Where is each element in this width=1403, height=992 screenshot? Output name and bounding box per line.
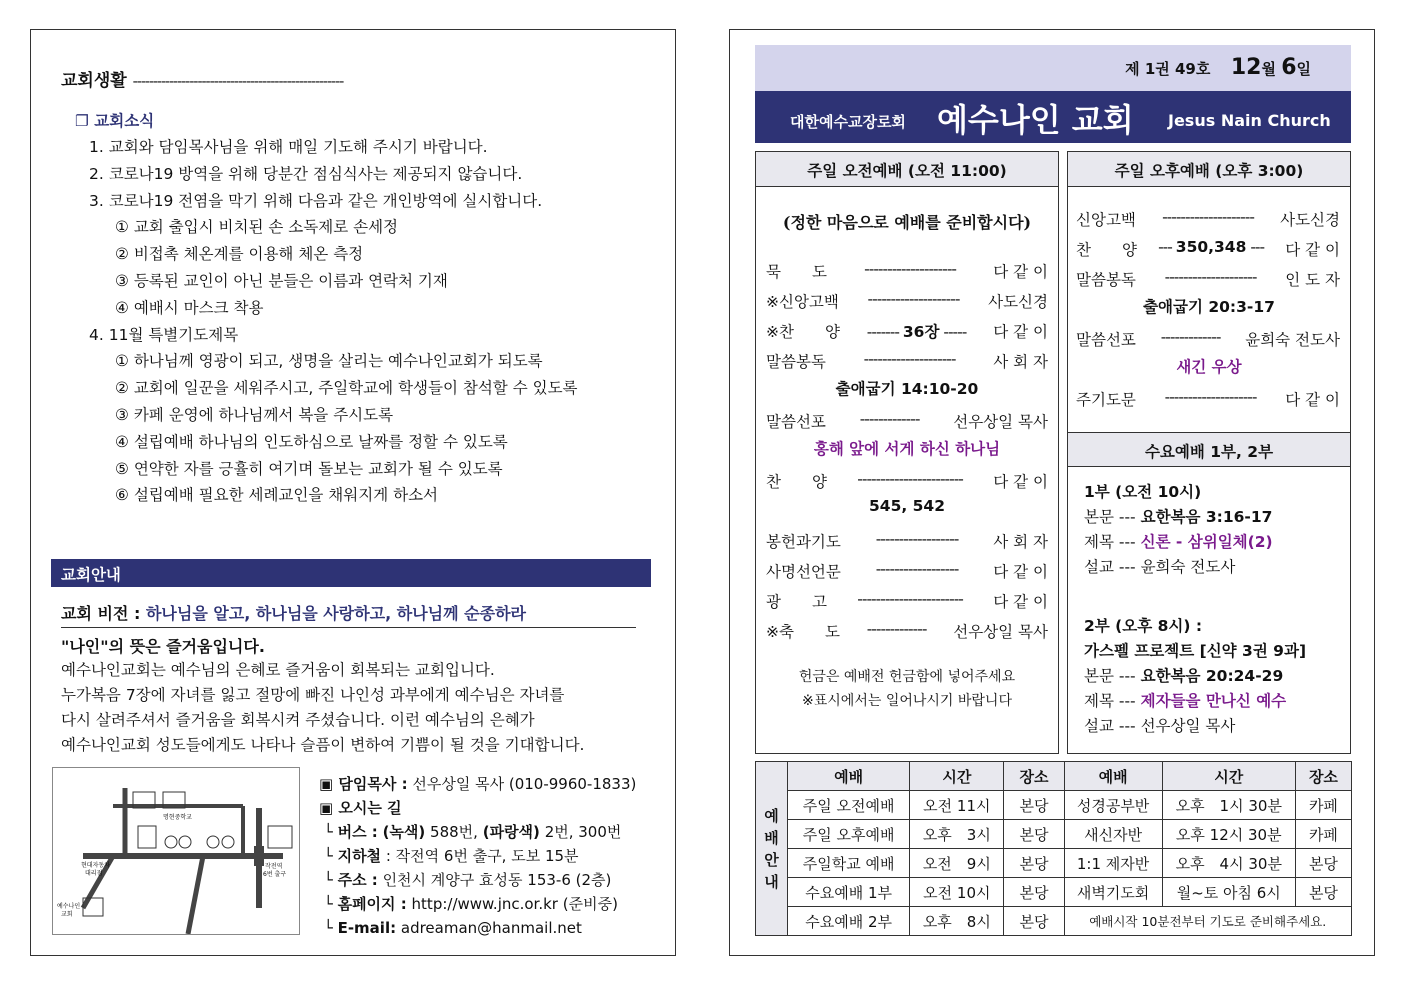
wed-part1-scripture: 요한복음 3:16-17 — [1140, 508, 1273, 526]
wed-part2-project: 가스펠 프로젝트 [신약 3권 9과] — [1084, 642, 1307, 660]
schedule-side-label: 예 배 안 내 — [756, 762, 788, 936]
order-label: 말씀봉독 — [1076, 271, 1136, 289]
issue-day: 6 — [1281, 55, 1297, 80]
church-banner — [755, 91, 1351, 143]
order-label: 주기도문 — [1076, 391, 1136, 409]
morning-intro: (정한 마음으로 예배를 준비합시다) — [782, 213, 1032, 232]
news-item: ④ 예배시 마스크 착용 — [115, 298, 264, 317]
order-leader: 다 같 이 — [993, 563, 1048, 581]
order-label: 묵 도 — [766, 263, 827, 281]
guide-paragraph — [61, 658, 584, 758]
right-page — [729, 29, 1375, 956]
wed-part2-title: 2부 (오후 8시) : — [1084, 617, 1203, 635]
order-leader: 선우상일 목사 — [953, 623, 1048, 641]
paragraph-line: 예수나인교회는 예수님의 은혜로 즐거움이 회복되는 교회입니다. — [61, 661, 495, 679]
wed-part2-preacher: 설교 --- 선우상일 목사 — [1084, 717, 1236, 735]
morning-hymns: 545, 542 — [869, 497, 945, 515]
order-leader: 사도신경 — [988, 293, 1048, 311]
wednesday-details: 1부 (오전 10시) 본문 --- 요한복음 3:16-17 제목 --- 신론 - 삼위일체(2) 설교 --- 윤희숙 전도사 2부 (오후 8시) : 가스펠 프로젝트 [신약 3권 9과] 본문 --- 요한복음 20:24-29 제목 --- 제자들을 만나신 예수 설교 --- 선우상일 목사 — [1084, 480, 1306, 739]
checkbox-icon: ❐ — [75, 112, 95, 130]
news-item: 3. 코로나19 전염을 막기 위해 다음과 같은 개인방역에 실시합니다. — [89, 191, 543, 210]
issue-volume: 제 1권 49호 — [1125, 60, 1211, 78]
map-church-label: 예수나인 — [57, 903, 81, 910]
news-item: ⑤ 연약한 자를 긍휼히 여기며 돌보는 교회가 될 수 있도록 — [115, 459, 503, 478]
square-icon: ▣ — [319, 799, 339, 817]
order-leader: 다 같 이 — [993, 593, 1048, 611]
afternoon-service — [1067, 151, 1351, 754]
church-english-name: Jesus Nain Church — [1168, 111, 1331, 130]
order-leader: 다 같 이 — [1285, 391, 1340, 409]
order-row: ※신앙고백 -------------------- 사도신경 — [766, 290, 1048, 311]
news-heading: ❐ 교회소식 — [75, 112, 155, 130]
order-label: ※찬 양 — [766, 323, 840, 341]
guide-bar: 교회안내 — [51, 559, 651, 587]
table-row: 주일학교 예배 오전 9시 본당 1:1 제자반 오후 4시 30분 본당 — [756, 849, 1352, 878]
schedule-table — [755, 761, 1352, 936]
order-label: ※신앙고백 — [766, 293, 839, 311]
church-name: 예수나인 교회 — [937, 101, 1134, 139]
hymn-number: 36장 — [902, 323, 940, 341]
news-item: ③ 카페 운영에 하나님께서 복을 주시도록 — [115, 406, 394, 424]
location-map — [52, 767, 300, 935]
table-row: 수요예배 2부 오후 8시 본당 예배시작 10분전부터 기도로 준비해주세요. — [756, 907, 1352, 936]
order-row: 주기도문 -------------------- 다 같 이 — [1076, 388, 1340, 409]
vision-line: 교회 비전 : 하나님을 알고, 하나님을 사랑하고, 하나님께 순종하라 — [61, 601, 636, 628]
order-label: 찬 양 — [766, 473, 827, 491]
hymn-number: 350,348 — [1175, 238, 1247, 256]
afternoon-title: 주일 오후예배 (오후 3:00) — [1068, 152, 1350, 187]
order-label: 봉헌과기도 — [766, 533, 841, 551]
issue-month: 12 — [1230, 55, 1262, 80]
map-school-label: 명현중학교 — [163, 814, 192, 821]
order-leader: 다 같 이 — [1285, 241, 1340, 259]
map-station-label: 작전역 — [265, 863, 283, 870]
issue-header: 제 1권 49호 12월 6일 — [755, 45, 1351, 91]
news-item: ① 하나님께 영광이 되고, 생명을 살리는 예수나인교회가 되도록 — [115, 352, 543, 371]
table-row: 주일 오후예배 오후 3시 본당 새신자반 오후 12시 30분 카페 — [756, 820, 1352, 849]
offering-note: 헌금은 예배전 헌금함에 넣어주세요 — [798, 669, 1016, 685]
order-label: 말씀선포 — [766, 413, 826, 431]
col-header: 시간 — [1162, 762, 1295, 791]
order-row: 말씀선포 ------------- 윤희숙 전도사 — [1076, 328, 1340, 349]
wednesday-title: 수요예배 1부, 2부 — [1068, 432, 1350, 467]
order-label: 신앙고백 — [1076, 211, 1136, 229]
news-item: ② 비접촉 체온계를 이용해 체온 측정 — [115, 245, 364, 264]
order-row: 신앙고백 -------------------- 사도신경 — [1076, 208, 1340, 229]
news-item: ② 교회에 일꾼을 세워주시고, 주일학교에 학생들이 참석할 수 있도록 — [115, 379, 578, 398]
table-row: 주일 오전예배 오전 11시 본당 성경공부반 오후 1시 30분 카페 — [756, 791, 1352, 820]
meaning-title: "나인"의 뜻은 즐거움입니다. — [61, 637, 265, 656]
news-item: 4. 11월 특별기도제목 — [89, 325, 239, 344]
map-church-label-2: 교회 — [61, 911, 73, 918]
order-leader: 다 같 이 — [993, 473, 1048, 491]
order-row: 말씀선포 ------------- 선우상일 목사 — [766, 410, 1048, 431]
order-leader: 사 회 자 — [993, 533, 1048, 551]
col-header: 시간 — [910, 762, 1004, 791]
order-leader: 사도신경 — [1280, 211, 1340, 229]
order-row: 말씀봉독 -------------------- 인 도 자 — [1076, 268, 1340, 289]
afternoon-sermon-title: 새긴 우상 — [1176, 358, 1242, 376]
schedule-note: 예배시작 10분전부터 기도로 준비해주세요. — [1064, 907, 1352, 936]
order-row: 묵 도 -------------------- 다 같 이 — [766, 260, 1048, 281]
email-link[interactable]: adreaman@hanmail.net — [400, 919, 582, 937]
order-label: 말씀선포 — [1076, 331, 1136, 349]
order-row: 광 고 ----------------------- 다 같 이 — [766, 590, 1048, 611]
map-illustration — [53, 768, 299, 934]
order-row: 찬 양 ----------------------- 다 같 이 — [766, 470, 1048, 491]
order-leader: 인 도 자 — [1285, 271, 1340, 289]
wed-part1-preacher: 설교 --- 윤희숙 전도사 — [1084, 558, 1236, 576]
morning-service — [755, 151, 1059, 754]
denomination: 대한예수교장로회 — [790, 113, 906, 131]
news-item: 1. 교회와 담임목사님을 위해 매일 기도해 주시기 바랍니다. — [89, 138, 488, 156]
paragraph-line: 누가복음 7장에 자녀를 잃고 절망에 빠진 나인성 과부에게 예수님은 자녀를 — [61, 686, 565, 704]
order-label: 말씀봉독 — [766, 353, 826, 371]
wed-part1-title: 1부 (오전 10시) — [1084, 483, 1202, 501]
homepage-link[interactable]: http://www.jnc.or.kr (준비중) — [411, 895, 618, 913]
order-leader: 선우상일 목사 — [953, 413, 1048, 431]
map-car-label: 현대자동차 — [81, 862, 110, 869]
order-row: 사명선언문 ------------------ 다 같 이 — [766, 560, 1048, 581]
paragraph-line: 다시 살려주셔서 즐거움을 회복시켜 주셨습니다. 이런 예수님의 은혜가 — [61, 711, 535, 729]
order-leader: 사 회 자 — [993, 353, 1048, 371]
news-item: 2. 코로나19 방역을 위해 당분간 점심식사는 제공되지 않습니다. — [89, 164, 523, 183]
order-row: ※축 도 ------------- 선우상일 목사 — [766, 620, 1048, 641]
contact-block: ▣ 담임목사 : 선우상일 목사 (010-9960-1833) ▣ 오시는 길 └ 버스 : (녹색) 588번, (파랑색) 2번, 300번 └ 지하철 : 작전역 6번 출구, 도보 15분 └ 주소 : 인천시 계양구 효성동 153-6 (2층) └ 홈페이지 : http://www.jnc.or.kr (준비중) └ E-mail: adreaman@hanmail.net — [319, 775, 637, 937]
col-header: 예배 — [788, 762, 910, 791]
order-label: 광 고 — [766, 593, 827, 611]
square-icon: ▣ — [319, 775, 339, 793]
order-label: 찬 양 — [1076, 241, 1137, 259]
section-title: 교회생활 ---------------------------------------------------- — [61, 71, 344, 91]
morning-sermon-title: 홍해 앞에 서게 하신 하나님 — [813, 440, 1001, 458]
order-leader: 윤희숙 전도사 — [1245, 331, 1340, 349]
order-label: ※축 도 — [766, 623, 840, 641]
order-row: 찬 양 --- 350,348 --- 다 같 이 — [1076, 238, 1340, 259]
morning-title: 주일 오전예배 (오전 11:00) — [756, 152, 1058, 187]
order-row: ※찬 양 ------- 36장 ----- 다 같 이 — [766, 320, 1048, 342]
col-header: 장소 — [1004, 762, 1064, 791]
col-header: 예배 — [1064, 762, 1162, 791]
wed-part2-topic: 제자들을 만나신 예수 — [1140, 692, 1287, 710]
paragraph-line: 예수나인교회 성도들에게도 나타나 슬픔이 변하여 기쁨이 될 것을 기대합니다. — [61, 736, 585, 754]
map-car-label-2: 대리점 — [85, 870, 103, 877]
news-item: ④ 설립예배 하나님의 인도하심으로 날짜를 정할 수 있도록 — [115, 432, 508, 451]
order-row: 말씀봉독 -------------------- 사 회 자 — [766, 350, 1048, 371]
order-leader: 다 같 이 — [993, 263, 1048, 281]
standing-note: ※표시에서는 일어나시기 바랍니다 — [802, 693, 1012, 709]
afternoon-scripture: 출애굽기 20:3-17 — [1143, 298, 1275, 316]
col-header: 장소 — [1295, 762, 1351, 791]
morning-scripture: 출애굽기 14:10-20 — [835, 380, 979, 398]
news-item: ① 교회 출입시 비치된 손 소독제로 손세정 — [115, 218, 399, 237]
table-row: 수요예배 1부 오전 10시 본당 새벽기도회 월~토 아침 6시 본당 — [756, 878, 1352, 907]
order-row: 봉헌과기도 ------------------ 사 회 자 — [766, 530, 1048, 551]
order-leader: 다 같 이 — [993, 323, 1048, 341]
map-station-label-2: 6번 출구 — [263, 871, 287, 878]
left-page — [30, 29, 676, 956]
wed-part2-scripture: 요한복음 20:24-29 — [1140, 667, 1284, 685]
wed-part1-topic: 신론 - 삼위일체(2) — [1140, 533, 1273, 551]
order-label: 사명선언문 — [766, 563, 841, 581]
news-item: ③ 등록된 교인이 아닌 분들은 이름과 연락처 기재 — [115, 272, 448, 290]
news-item: ⑥ 설립예배 필요한 세례교인을 채워지게 하소서 — [115, 486, 439, 505]
